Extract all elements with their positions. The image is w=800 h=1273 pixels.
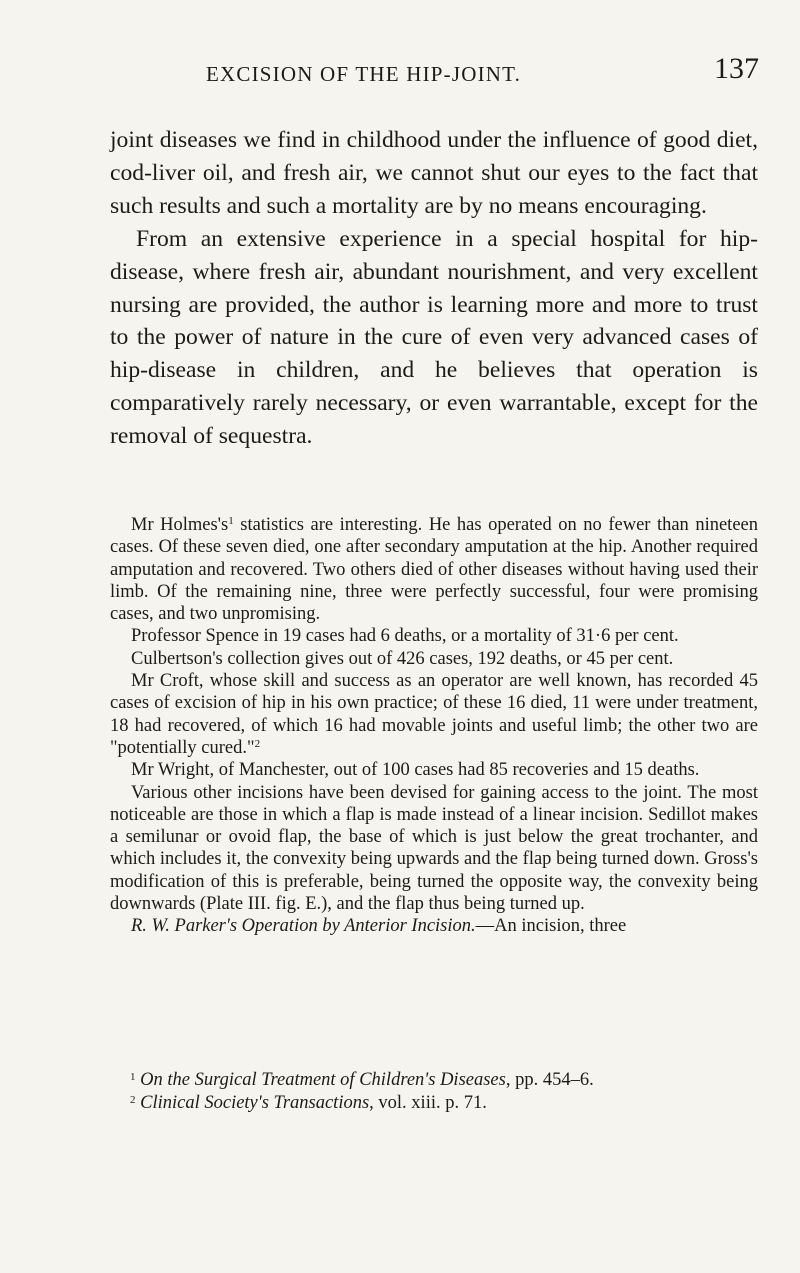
footnotes [130,1069,758,1115]
footnote-detail: , vol. xiii. p. 71. [369,1093,487,1113]
footnote-1 [130,1069,758,1092]
paragraph-continuation: joint diseases we find in childhood under the influence of good diet, cod-liver oil, and fresh air, we cannot shut our eyes to the fact that such results and such a mortality are by no means encouraging. [110,127,758,219]
footnote-2 [130,1092,758,1115]
footnote-ref-2: 2 [254,737,261,750]
parker-text: —An incision, three [475,916,627,937]
croft-text: Mr Croft, whose skill and success as an operator are well known, has recorded 45 cases of excision of hip in his own practice; of these 16 died, 11 were under treatment, 18 had recovered, of which 16 had movable joints and useful limb; the other two are "potentially cured." [110,671,758,758]
footnote-marker: 1 [130,1071,136,1083]
paragraph-holmes [110,514,758,625]
paragraph-incisions: Various other incisions have been devised for gaining access to the joint. The most noticeable are those in which a flap is made instead of a linear incision. Sedillot makes a semilunar or ovoid flap, the base of which is just below the great trochanter, and which includes it, the convexity being upwards and the flap being turned down. Gross's modification of this is preferable, being turned the opposite way, the convexity being downwards (Plate III. fig. E.), and the flap thus being turned up. [110,782,758,915]
footnote-title: Clinical Society's Transactions [140,1093,370,1113]
statistics-section [110,514,758,938]
paragraph-author-experience: From an extensive experience in a special hospital for hip-disease, where fresh air, abundant nourishment, and very excellent nursing are provided, the author is learning more and more to trust to the power of nature in the cure of even very advanced cases of hip-disease in children, and he believes that operation is comparatively rarely necessary, or even warrantable, except for the removal of sequestra. [110,225,758,450]
paragraph-culbertson: Culbertson's collection gives out of 426 cases, 192 deaths, or 45 per cent. [131,648,674,669]
paragraph-wright: Mr Wright, of Manchester, out of 100 cases had 85 recoveries and 15 deaths. [131,760,700,781]
footnote-title: On the Surgical Treatment of Children's Diseases [140,1070,506,1090]
parker-heading: R. W. Parker's Operation by Anterior Incision. [131,916,476,937]
main-text [110,124,758,453]
footnote-ref-1: 1 [228,515,234,527]
footnote-marker: 2 [130,1094,136,1106]
page-number: 137 [714,52,759,85]
footnote-detail: , pp. 454–6. [505,1070,594,1090]
holmes-text: statistics are interesting. He has operated on no fewer than nineteen cases. Of these seven died, one after secondary amputation at the hip. Another required amputation and recovered. Two others died of other diseases without having used their limb. Of the remaining nine, three were perfectly successful, four were promising cases, and two unpromising. [110,515,758,625]
holmes-name: Mr Holmes's [131,515,229,535]
paragraph-spence: Professor Spence in 19 cases had 6 deaths, or a mortality of 31·6 per cent. [131,626,679,647]
running-head: EXCISION OF THE HIP-JOINT. [206,62,522,86]
paragraph-croft [110,670,758,759]
paragraph-parker [110,915,758,937]
